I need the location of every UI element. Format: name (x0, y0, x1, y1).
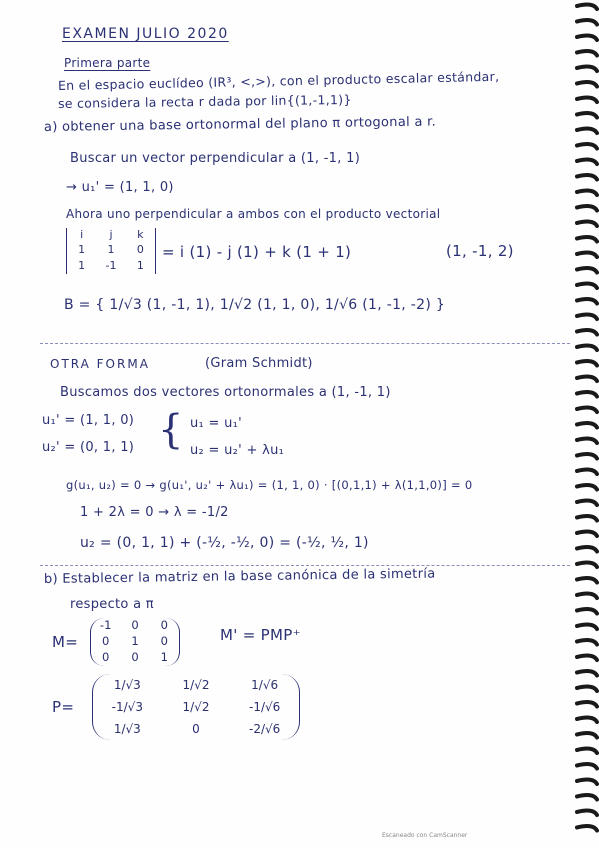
spiral-coil (577, 408, 597, 412)
cross-product-result: = i (1) - j (1) + k (1 + 1) (162, 243, 352, 261)
spiral-coil (577, 144, 597, 148)
spiral-coil (577, 485, 597, 489)
matrix-P (92, 674, 300, 740)
spiral-coil (577, 656, 597, 660)
det-cell: 1 (78, 258, 86, 272)
spiral-coil (577, 253, 597, 257)
spiral-coil (577, 98, 597, 102)
determinant-matrix (66, 228, 156, 274)
step-find-perpendicular: Buscar un vector perpendicular a (1, -1, 1) (70, 151, 361, 166)
gs-u2: u₂ = u₂' + λu₁ (190, 443, 285, 458)
spiral-coil (577, 330, 597, 334)
gs-u1: u₁ = u₁' (190, 416, 243, 431)
divider-2 (40, 565, 570, 566)
matrix-P-cell: 0 (192, 722, 200, 736)
matrix-M-cell: 0 (102, 650, 110, 664)
spiral-coil (577, 82, 597, 86)
exam-title: EXAMEN JULIO 2020 (62, 26, 229, 42)
spiral-coil (577, 547, 597, 551)
gs-u1-prime: u₁' = (1, 1, 0) (42, 413, 135, 428)
brace-separator: { (158, 407, 184, 453)
spiral-coil (577, 299, 597, 303)
spiral-coil (577, 113, 597, 117)
spiral-coil (577, 346, 597, 350)
matrix-M-cell: 0 (102, 634, 110, 648)
spiral-coil (577, 392, 597, 396)
spiral-coil (577, 284, 597, 288)
step-cross-product-intro: Ahora uno perpendicular a ambos con el producto vectorial (66, 207, 441, 221)
spiral-coil (577, 625, 597, 629)
spiral-coil (577, 439, 597, 443)
spiral-coil (577, 237, 597, 241)
spiral-coil (577, 780, 597, 784)
spiral-coil (577, 811, 597, 815)
spiral-coil (577, 532, 597, 536)
spiral-coil (577, 609, 597, 613)
matrix-M-cell: -1 (99, 618, 112, 632)
matrix-P-label: P= (52, 698, 75, 716)
basis-B: B = { 1/√3 (1, -1, 1), 1/√2 (1, 1, 0), 1/√6 (1, -1, -2) } (64, 297, 446, 313)
gs-u2-prime: u₂' = (0, 1, 1) (42, 440, 135, 455)
spiral-coil (577, 795, 597, 799)
spiral-coil (577, 454, 597, 458)
spiral-coil (577, 377, 597, 381)
spiral-coil (577, 640, 597, 644)
spiral-coil (577, 67, 597, 71)
spiral-coil (577, 702, 597, 706)
spiral-binding (567, 0, 599, 848)
scanner-footer: Escaneado con CamScanner (382, 832, 468, 839)
spiral-coil (577, 315, 597, 319)
gs-orthogonality: g(u₁, u₂) = 0 → g(u₁', u₂' + λu₁) = (1, 1, 0) · [(0,1,1) + λ(1,1,0)] = 0 (66, 478, 473, 492)
matrix-P-cell: -1/√6 (249, 700, 281, 714)
det-cell: 1 (107, 243, 115, 257)
matrix-M-cell: 0 (131, 650, 139, 664)
intro-line-2: se considera la recta r dada por lin{(1,-1,1)} (57, 91, 352, 111)
intro-line-1: En el espacio euclídeo (IR³, <,>), con el producto escalar estándar, (57, 68, 500, 93)
spiral-coil (577, 671, 597, 675)
det-cell: j (109, 228, 113, 241)
spiral-coil (577, 36, 597, 40)
spiral-coil (577, 826, 597, 830)
spiral-coil (577, 160, 597, 164)
matrix-P-cell: -2/√6 (249, 722, 281, 736)
matrix-M-cell: 0 (131, 618, 139, 632)
det-cell: 1 (136, 258, 144, 272)
matrix-P-cell: 1/√2 (182, 700, 210, 714)
cross-product-vector: (1, -1, 2) (446, 242, 514, 260)
gs-u2-result: u₂ = (0, 1, 1) + (-½, -½, 0) = (-½, ½, 1) (80, 535, 369, 551)
spiral-coil (577, 470, 597, 474)
spiral-coil (577, 563, 597, 567)
matrix-M-label: M= (52, 633, 79, 651)
matrix-M-cell: 0 (160, 618, 168, 632)
spiral-coil (577, 594, 597, 598)
matrix-M-cell: 1 (160, 650, 168, 664)
spiral-coil (577, 222, 597, 226)
det-cell: i (80, 228, 84, 241)
gs-step-search: Buscamos dos vectores ortonormales a (1, -1, 1) (60, 385, 391, 400)
gram-schmidt-label: (Gram Schmidt) (205, 356, 313, 371)
spiral-coil (577, 361, 597, 365)
matrix-M-cell: 1 (131, 634, 139, 648)
det-cell: 0 (136, 243, 144, 257)
spiral-coil (577, 206, 597, 210)
spiral-coil (577, 516, 597, 520)
matrix-P-cell: 1/√6 (251, 678, 279, 692)
det-cell: 1 (78, 243, 86, 257)
section-heading: Primera parte (64, 56, 151, 70)
otra-forma-label: OTRA FORMA (50, 357, 150, 371)
spiral-coil (577, 423, 597, 427)
spiral-coil (577, 191, 597, 195)
gs-lambda: 1 + 2λ = 0 → λ = -1/2 (80, 505, 229, 520)
det-cell: k (137, 228, 144, 241)
matrix-M-cell: 0 (160, 634, 168, 648)
part-a-statement: a) obtener una base ortonormal del plano π ortogonal a r. (43, 114, 437, 135)
divider-1 (40, 343, 570, 344)
matrix-M (90, 618, 180, 666)
similarity-relation: M' = PMP⁺ (220, 626, 301, 644)
spiral-coil (577, 5, 597, 9)
det-cell: -1 (105, 258, 117, 272)
part-b-statement-2: respecto a π (70, 597, 154, 612)
step-u1-prime: → u₁' = (1, 1, 0) (66, 180, 174, 195)
spiral-coil (577, 687, 597, 691)
spiral-coil (577, 764, 597, 768)
part-b-statement: b) Establecer la matriz en la base canónica de la simetría (43, 566, 436, 587)
matrix-P-cell: 1/√2 (182, 678, 210, 692)
spiral-coil (577, 718, 597, 722)
spiral-coil (577, 733, 597, 737)
spiral-coil (577, 501, 597, 505)
matrix-P-cell: 1/√3 (113, 722, 141, 736)
spiral-coil (577, 20, 597, 24)
spiral-coil (577, 749, 597, 753)
matrix-P-cell: -1/√3 (111, 700, 143, 714)
matrix-P-cell: 1/√3 (113, 678, 141, 692)
spiral-coil (577, 578, 597, 582)
spiral-coil (577, 51, 597, 55)
spiral-coil (577, 129, 597, 133)
spiral-coil (577, 268, 597, 272)
spiral-coil (577, 175, 597, 179)
